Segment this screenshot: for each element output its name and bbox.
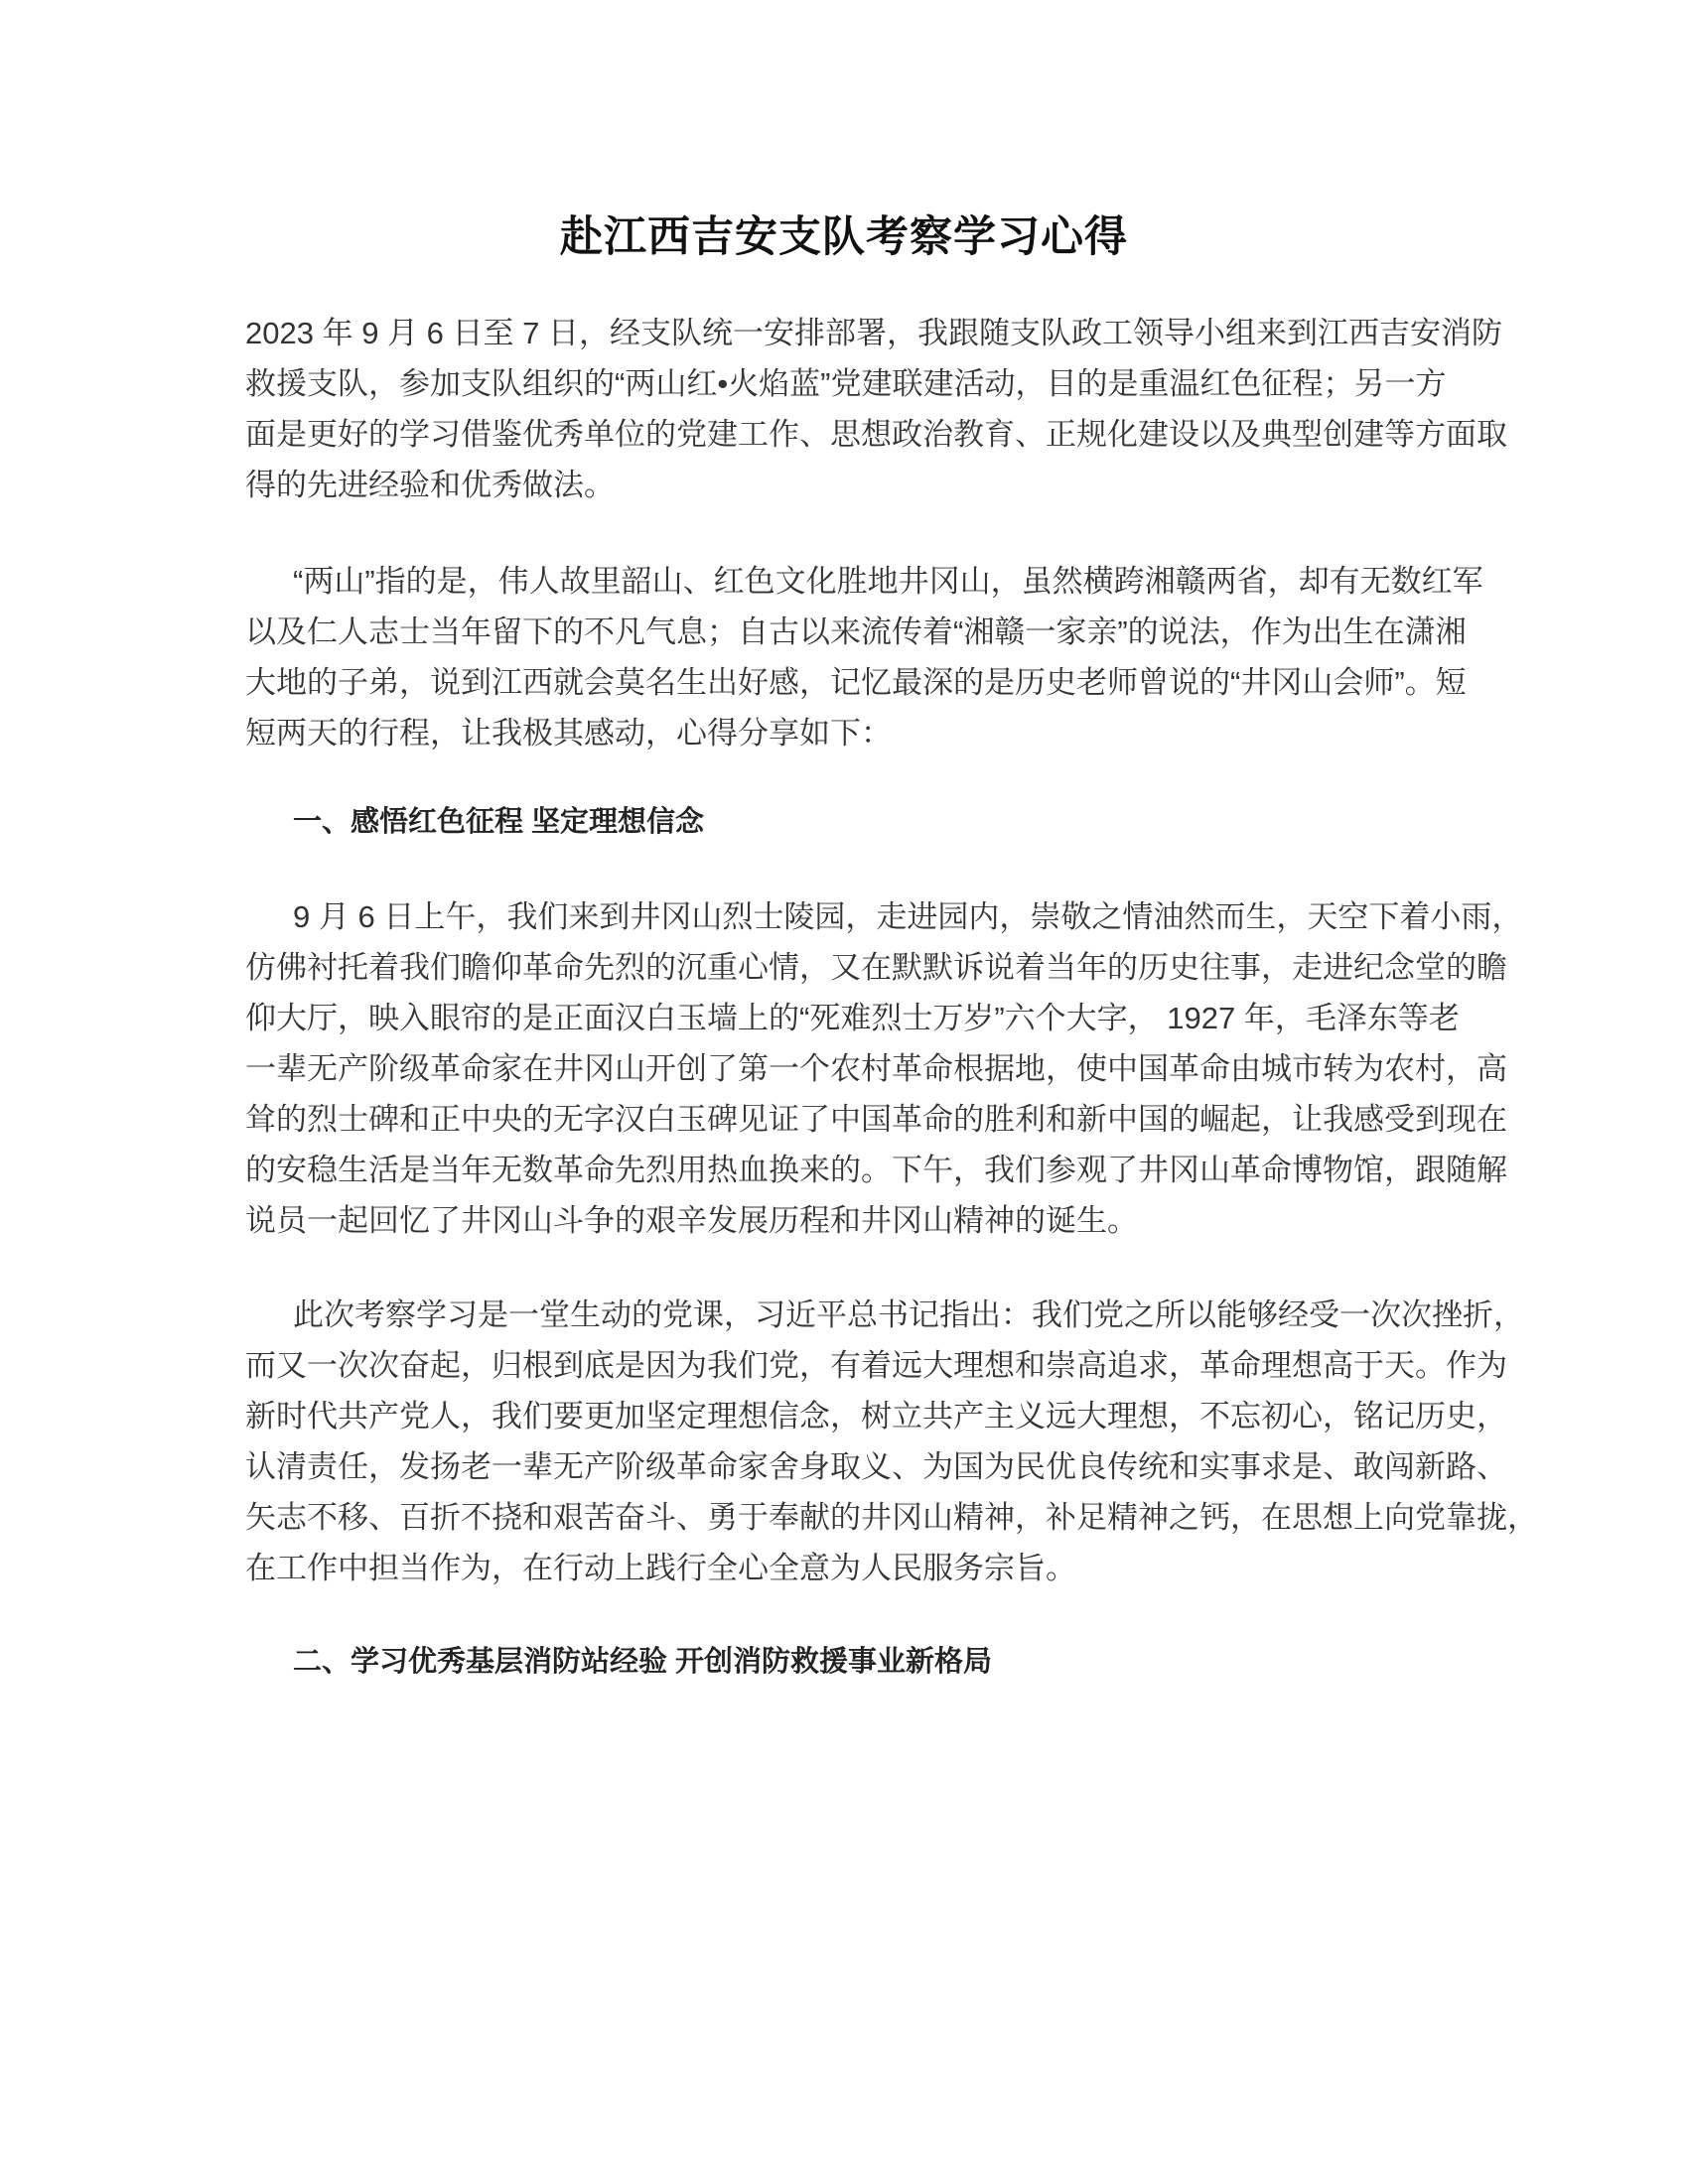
text-line: 的安稳生活是当年无数革命先烈用热血换来的。下午，我们参观了井冈山革命博物馆，跟随解 bbox=[245, 1153, 1507, 1187]
text-line: 2023 年 9 月 6 日至 7 日，经支队统一安排部署，我跟随支队政工领导小组来到江西吉安消防 bbox=[245, 316, 1502, 350]
text-line: 大地的子弟，说到江西就会莫名生出好感，记忆最深的是历史老师曾说的“井冈山会师”。短 bbox=[245, 665, 1467, 700]
paragraph-party-lesson bbox=[245, 1290, 1538, 1593]
text-line: “两山”指的是，伟人故里韶山、红色文化胜地井冈山，虽然横跨湘赣两省，却有无数红军 bbox=[293, 564, 1483, 599]
paragraph-liangshan bbox=[245, 556, 1483, 758]
paragraph-jinggangshan-visit bbox=[245, 891, 1523, 1246]
text-line: 在工作中担当作为，在行动上践行全心全意为人民服务宗旨。 bbox=[245, 1551, 1076, 1585]
text-line: 短两天的行程，让我极其感动，心得分享如下： bbox=[245, 716, 892, 751]
text-line: 得的先进经验和优秀做法。 bbox=[245, 468, 615, 502]
text-line: 新时代共产党人，我们要更加坚定理想信念，树立共产主义远大理想，不忘初心，铭记历史， bbox=[245, 1399, 1507, 1433]
text-line: 认清责任，发扬老一辈无产阶级革命家舍身取义、为国为民优良传统和实事求是、敢闯新路、 bbox=[245, 1449, 1507, 1484]
text-line: 9 月 6 日上午，我们来到井冈山烈士陵园，走进园内，崇敬之情油然而生，天空下着小雨， bbox=[293, 899, 1523, 934]
section-heading-2: 二、学习优秀基层消防站经验 开创消防救援事业新格局 bbox=[293, 1646, 993, 1678]
document-title: 赴江西吉安支队考察学习心得 bbox=[560, 214, 1128, 261]
text-line: 一辈无产阶级革命家在井冈山开创了第一个农村革命根据地，使中国革命由城市转为农村，高 bbox=[245, 1051, 1507, 1086]
text-line: 仿佛衬托着我们瞻仰革命先烈的沉重心情，又在默默诉说着当年的历史往事，走进纪念堂的瞻 bbox=[245, 950, 1507, 985]
text-line: 此次考察学习是一堂生动的党课，习近平总书记指出：我们党之所以能够经受一次次挫折， bbox=[293, 1297, 1524, 1332]
text-line: 仰大厅，映入眼帘的是正面汉白玉墙上的“死难烈士万岁”六个大字， 1927 年，毛泽东等老 bbox=[245, 1001, 1460, 1035]
section-heading-1: 一、感悟红色征程 坚定理想信念 bbox=[293, 806, 705, 838]
text-line: 耸的烈士碑和正中央的无字汉白玉碑见证了中国革命的胜利和新中国的崛起，让我感受到现在 bbox=[245, 1102, 1507, 1137]
text-line: 矢志不移、百折不挠和艰苦奋斗、勇于奉献的井冈山精神，补足精神之钙，在思想上向党靠拢， bbox=[245, 1500, 1538, 1535]
text-line: 说员一起回忆了井冈山斗争的艰辛发展历程和井冈山精神的诞生。 bbox=[245, 1203, 1138, 1238]
paragraph-intro bbox=[245, 308, 1507, 510]
text-line: 救援支队，参加支队组织的“两山红•火焰蓝”党建联建活动，目的是重温红色征程；另一方 bbox=[245, 366, 1447, 401]
text-line: 以及仁人志士当年留下的不凡气息；自古以来流传着“湘赣一家亲”的说法，作为出生在潇湘 bbox=[245, 614, 1467, 649]
text-line: 面是更好的学习借鉴优秀单位的党建工作、思想政治教育、正规化建设以及典型创建等方面取 bbox=[245, 417, 1507, 452]
text-line: 而又一次次奋起，归根到底是因为我们党，有着远大理想和崇高追求，革命理想高于天。作为 bbox=[245, 1348, 1507, 1383]
